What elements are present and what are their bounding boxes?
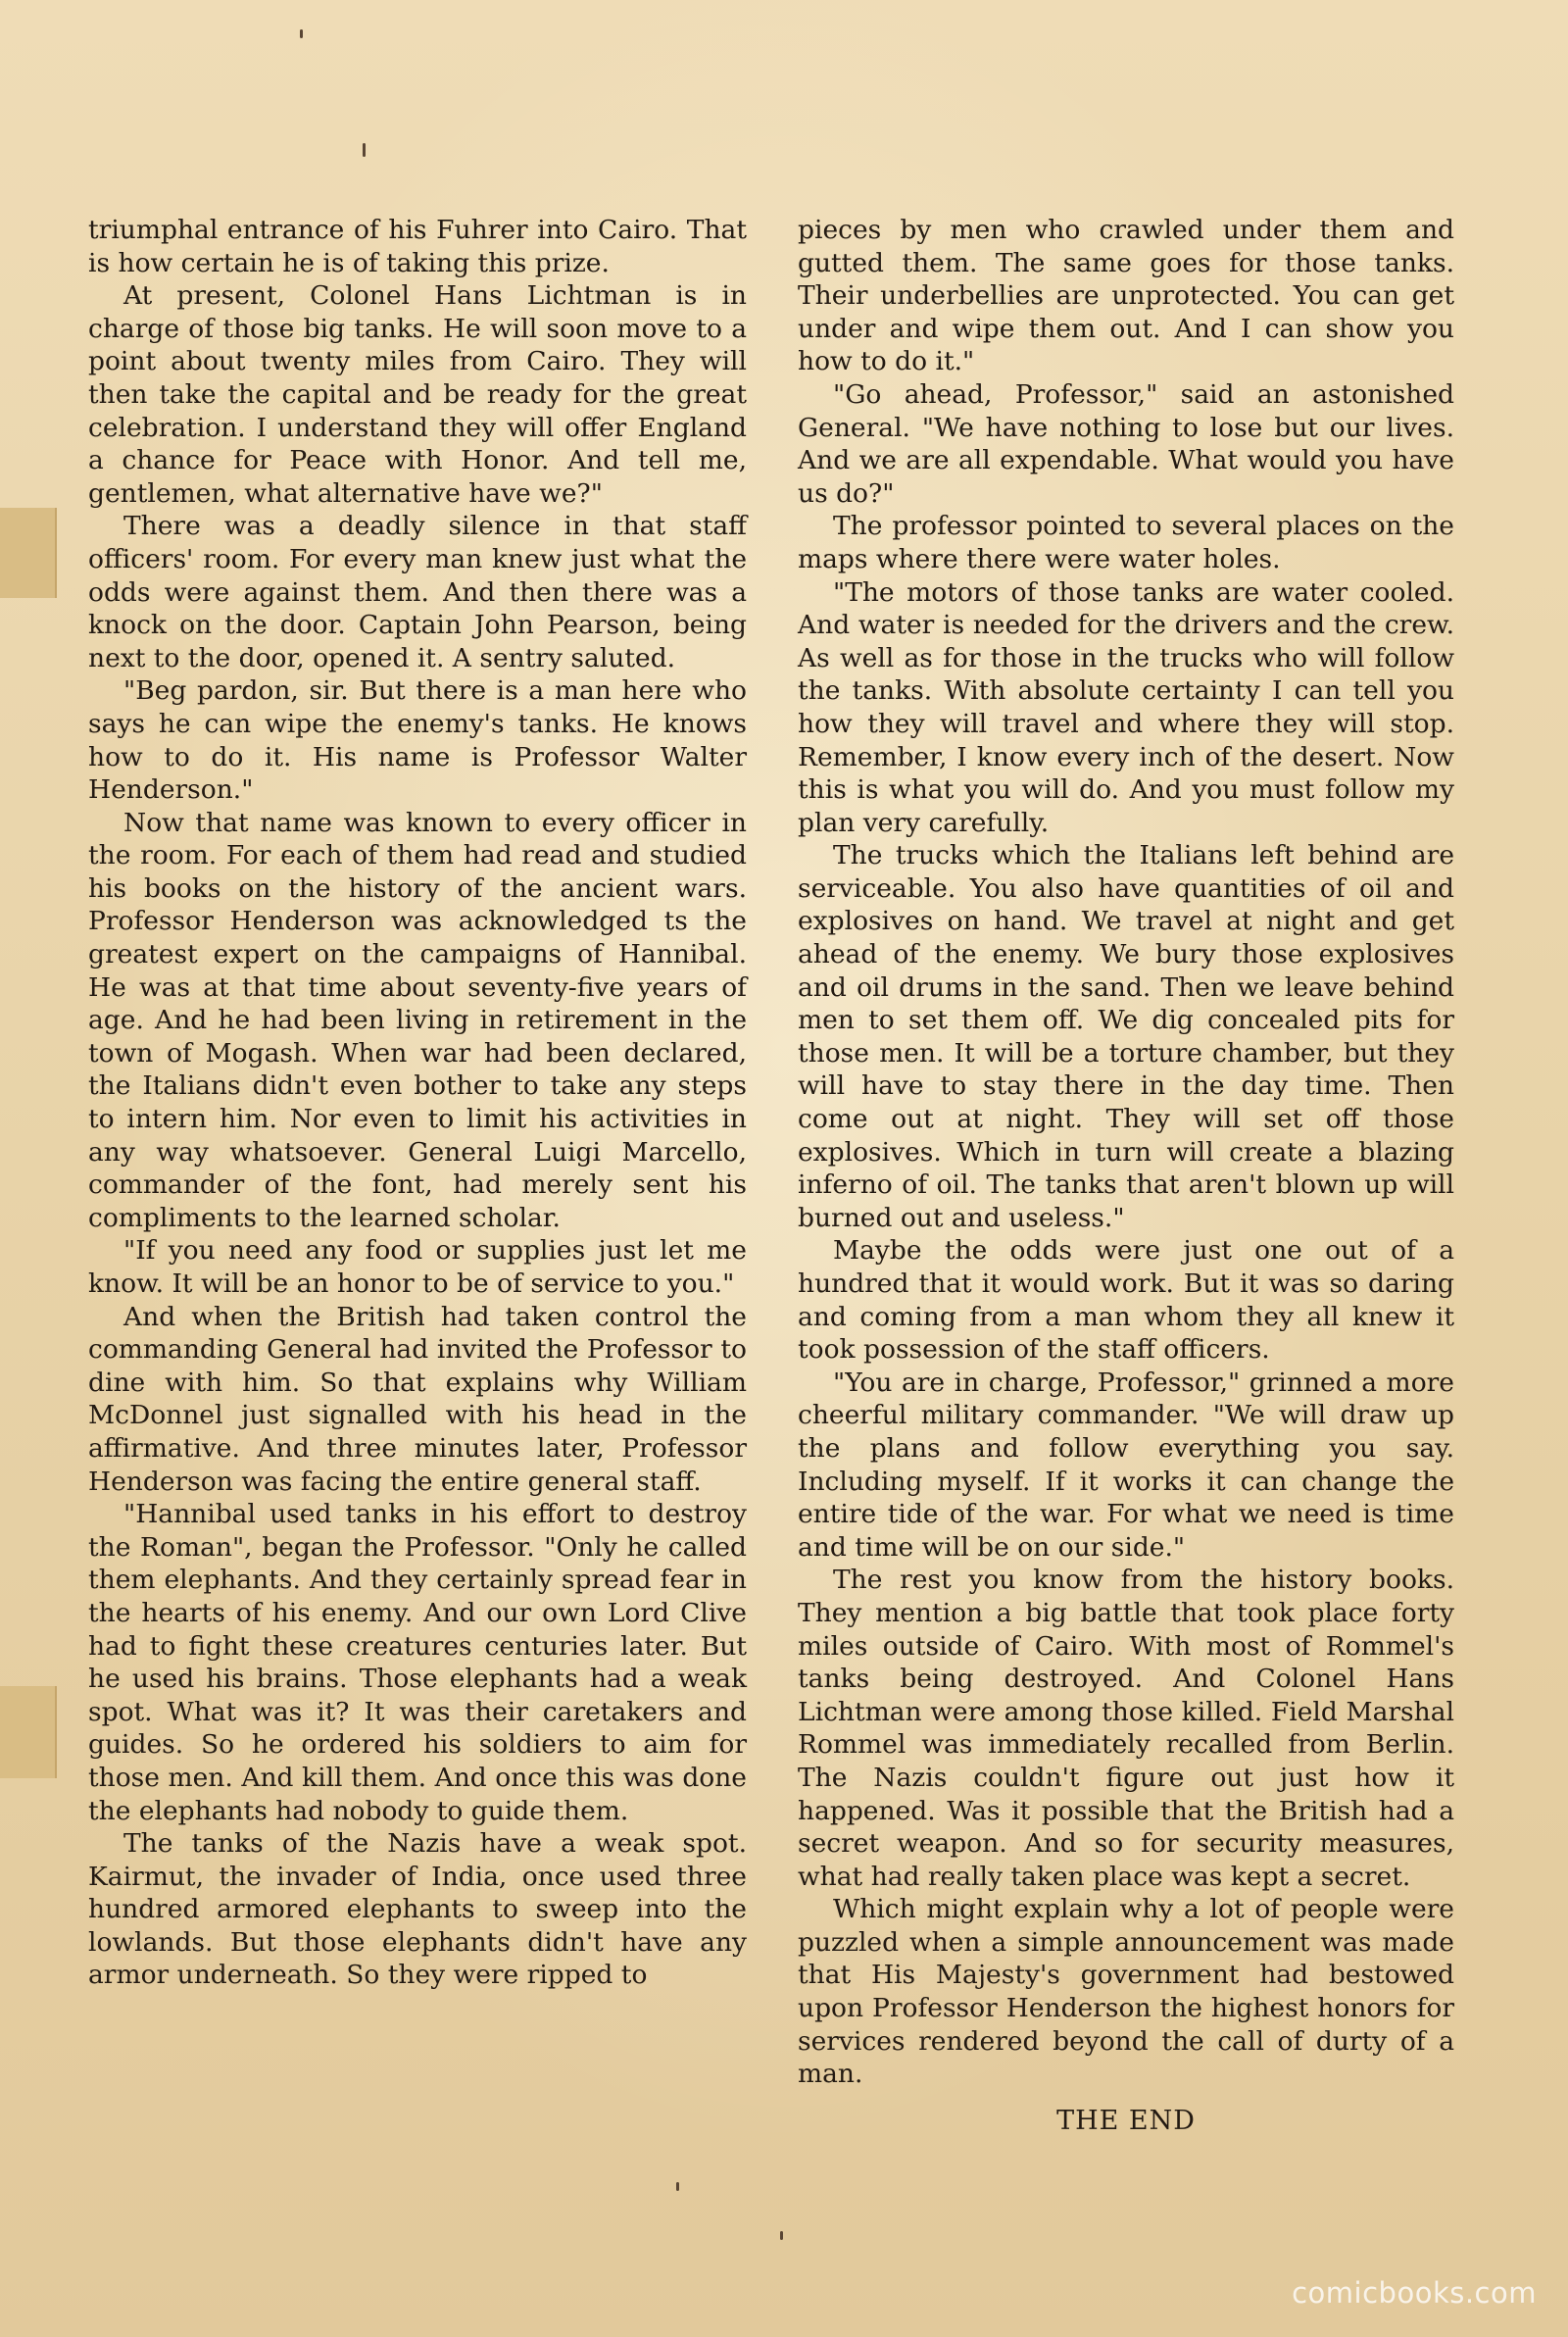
paragraph: "If you need any food or supplies just let me know. It will be an honor to be of service to you."	[88, 1235, 747, 1299]
page-speck	[300, 29, 303, 38]
page-speck	[780, 2231, 783, 2240]
paragraph: The tanks of the Nazis have a weak spot. Kairmut, the invader of India, once used three hundred armored elephants to sweep into the lowlands. But those elephants didn't have any armor underneath. So they were ripped to	[88, 1828, 747, 1991]
paragraph: "Beg pardon, sir. But there is a man here who says he can wipe the enemy's tanks. He knows how to do it. His name is Professor Walter Henderson."	[88, 675, 747, 806]
page-edge-mark	[0, 1686, 57, 1778]
paragraph: The rest you know from the history books. They mention a big battle that took place forty miles outside of Cairo. With most of Rommel's tanks being destroyed. And Colonel Hans Lichtman were among those killed. Field Marshal Rommel was immediately recalled from Berlin. The Nazis couldn't figure out just how it happened. Was it possible that the British had a secret weapon. And so for security measures, what had really taken place was kept a secret.	[798, 1565, 1454, 1892]
paragraph: "Hannibal used tanks in his effort to destroy the Roman", began the Professor. "Only he called them elephants. And they certainly spread fear in the hearts of his enemy. And our own Lord Clive had to fight these creatures centuries later. But he used his brains. Those elephants had a weak spot. What was it? It was their caretakers and guides. So he ordered his soldiers to aim for those men. And kill them. And once this was done the elephants had nobody to guide them.	[88, 1499, 747, 1826]
paragraph: "The motors of those tanks are water cooled. And water is needed for the drivers and the crew. As well as for those in the trucks who will follow the tanks. With absolute certainty I can tell you how they will travel and where they will stop. Remember, I know every inch of the desert. Now this is what you will do. And you must follow my plan very carefully.	[798, 576, 1454, 838]
paragraph: "You are in charge, Professor," grinned a more cheerful military commander. "We will draw up the plans and follow everything you say. Including myself. If it works it can change the entire tide of the war. For what we need is time and time will be on our side."	[798, 1367, 1454, 1563]
paragraph: Maybe the odds were just one out of a hundred that it would work. But it was so daring and coming from a man whom they all knew it took possession of the staff officers.	[798, 1235, 1454, 1366]
paragraph: "Go ahead, Professor," said an astonished General. "We have nothing to lose but our lives. And we are all expendable. What would you have us do?"	[798, 378, 1454, 509]
paragraph: pieces by men who crawled under them and gutted them. The same goes for those tanks. Their underbellies are unprotected. You can get under and wipe them out. And I can show you how to do it."	[798, 215, 1454, 377]
paragraph: Now that name was known to every officer in the room. For each of them had read and studied his books on the history of the ancient wars. Professor Henderson was acknowledged ts the greatest expert on the campaigns of Hannibal. He was at that time about seventy-five years of age. And he had been living in retirement in the town of Mogash. When war had been declared, the Italians didn't even bother to take any steps to intern him. Nor even to limit his activities in any way whatsoever. General Luigi Marcello, commander of the font, had merely sent his compliments to the learned scholar.	[88, 807, 747, 1233]
paragraph: Which might explain why a lot of people were puzzled when a simple announcement was made that His Majesty's government had bestowed upon Professor Henderson the highest honors for services rendered beyond the call of durty of a man.	[798, 1894, 1454, 2090]
left-column	[88, 214, 747, 1992]
page-speck	[363, 143, 366, 157]
paragraph: The trucks which the Italians left behind are serviceable. You also have quantities of oil and explosives on hand. We travel at night and get ahead of the enemy. We bury those explosives and oil drums in the sand. Then we leave behind men to set them off. We dig concealed pits for those men. It will be a torture chamber, but they will have to stay there in the day time. Then come out at night. They will set off those explosives. Which in turn will create a blazing inferno of oil. The tanks that aren't blown up will burned out and useless."	[798, 840, 1454, 1233]
paragraph: triumphal entrance of his Fuhrer into Cairo. That is how certain he is of taking this prize.	[88, 215, 747, 278]
watermark: comicbooks.com	[1292, 2276, 1537, 2310]
paragraph: And when the British had taken control the commanding General had invited the Professor to dine with him. So that explains why William McDonnel just signalled with his head in the affirmative. And three minutes later, Professor Henderson was facing the entire general staff.	[88, 1301, 747, 1497]
paragraph: There was a deadly silence in that staff officers' room. For every man knew just what the odds were against them. And then there was a knock on the door. Captain John Pearson, being next to the door, opened it. A sentry saluted.	[88, 511, 747, 673]
the-end-label: THE END	[1056, 2105, 1196, 2136]
page-edge-mark	[0, 508, 57, 598]
paragraph: The professor pointed to several places on the maps where there were water holes.	[798, 511, 1454, 574]
right-column	[798, 214, 1454, 2137]
page-speck	[676, 2182, 679, 2191]
paragraph: At present, Colonel Hans Lichtman is in charge of those big tanks. He will soon move to a point about twenty miles from Cairo. They will then take the capital and be ready for the great celebration. I understand they will offer England a chance for Peace with Honor. And tell me, gentlemen, what alternative have we?"	[88, 280, 747, 509]
